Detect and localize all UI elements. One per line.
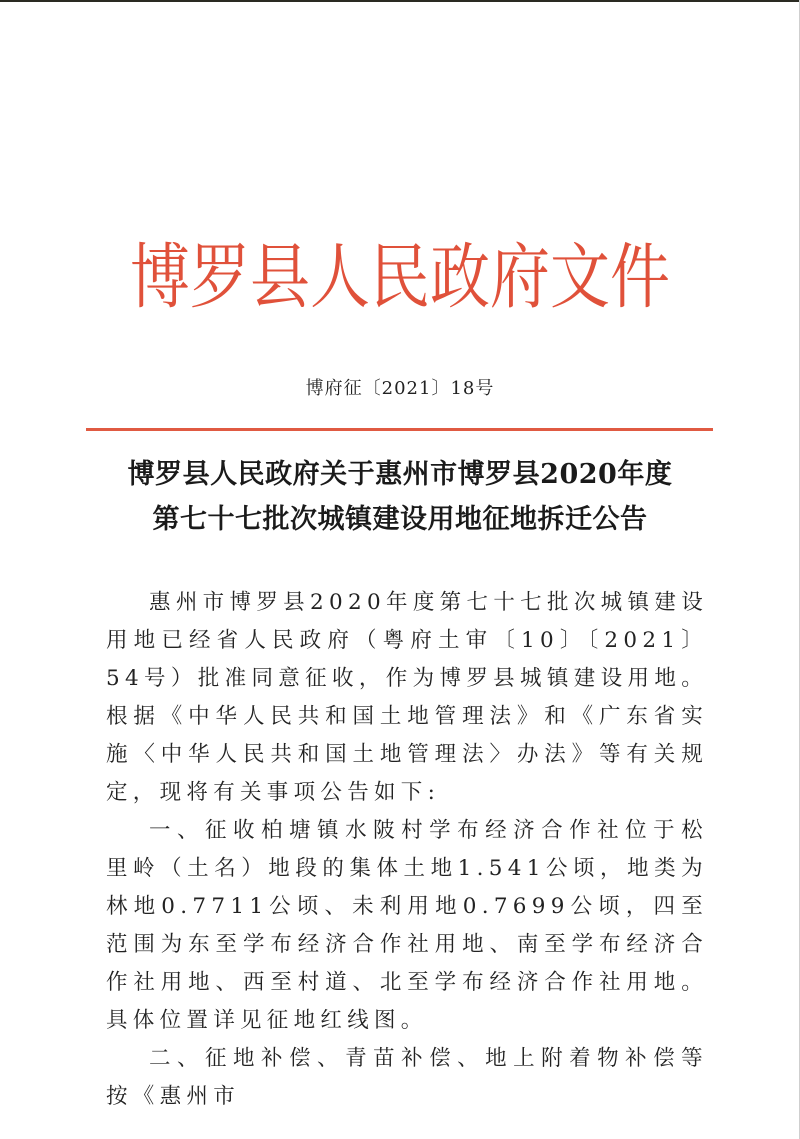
body-paragraph-item-1: 一、征收柏塘镇水陂村学布经济合作社位于松里岭（土名）地段的集体土地1.541公顷，地类为林地0.7711公顷、未利用地0.7699公顷，四至范围为东至学布经济合作社用地、南至学布经济合作社用地、西至村道、北至学布经济合作社用地。具体位置详见征地红线图。 — [106, 818, 708, 1033]
document-number: 博府征〔2021〕18号 — [305, 378, 495, 399]
masthead-char: 政 — [430, 236, 490, 320]
body-paragraph-intro: 惠州市博罗县2020年度第七十七批次城镇建设用地已经省人民政府（粤府土审〔10〕〔2021〕54号）批准同意征收，作为博罗县城镇建设用地。根据《中华人民共和国土地管理法》和《广东省实施〈中华人民共和国土地管理法〉办法》等有关规定，现将有关事项公告如下: — [106, 590, 708, 805]
masthead-char: 民 — [370, 236, 430, 320]
document-masthead — [130, 238, 670, 318]
page-top-edge — [0, 0, 800, 2]
masthead-char: 罗 — [190, 236, 250, 320]
body-paragraph-item-2: 二、征地补偿、青苗补偿、地上附着物补偿等按《惠州市 — [106, 1046, 708, 1109]
document-body — [106, 584, 708, 1116]
document-title-line-1: 博罗县人民政府关于惠州市博罗县2020年度 — [127, 459, 673, 490]
masthead-char: 县 — [250, 236, 310, 320]
red-divider-rule — [86, 428, 713, 431]
masthead-char: 文 — [550, 236, 610, 320]
masthead-char: 件 — [610, 236, 670, 320]
document-title-line-2: 第七十七批次城镇建设用地征地拆迁公告 — [152, 504, 648, 535]
masthead-char: 博 — [130, 236, 190, 320]
masthead-char: 府 — [490, 236, 550, 320]
masthead-char: 人 — [310, 236, 370, 320]
